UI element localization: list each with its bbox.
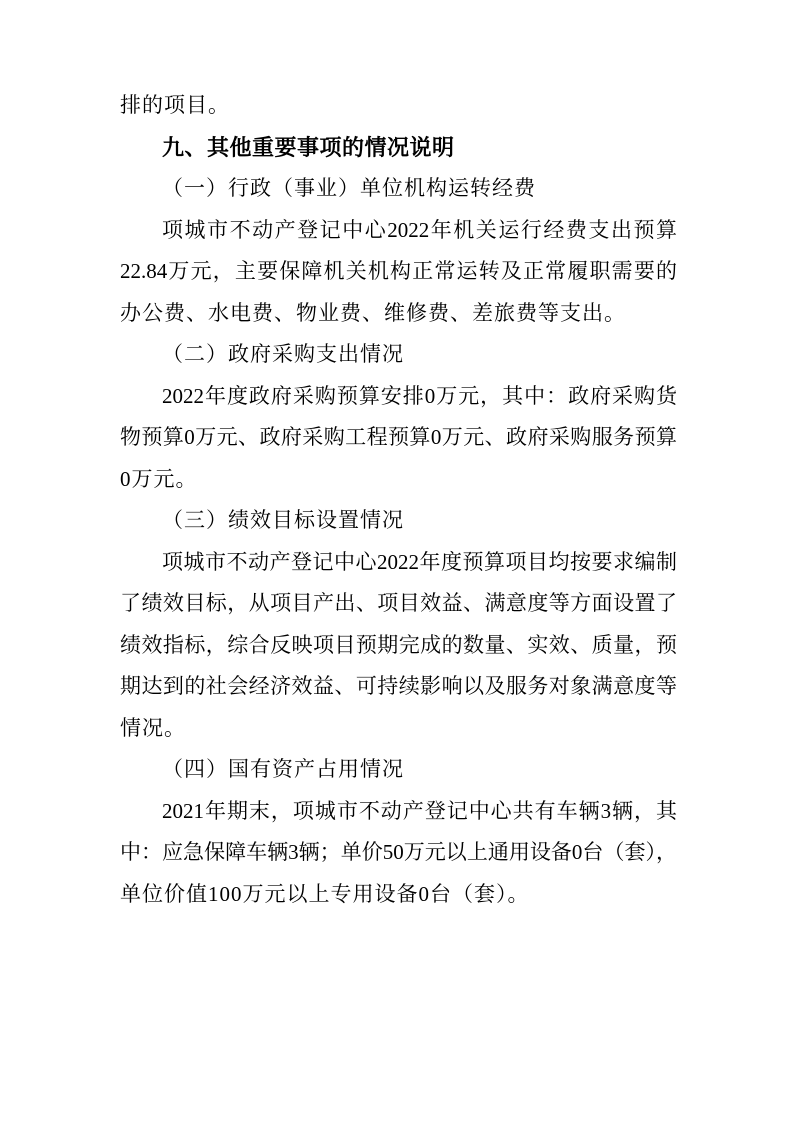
text-line: 排的项目。 [120, 93, 230, 117]
text-line: 0万元。 [120, 466, 198, 491]
text-line: 22.84万元，主要保障机关机构正常运转及正常履职需要的 [120, 259, 677, 283]
text-line: 单位价值100万元以上专用设备0台（套）。 [120, 881, 530, 906]
text-line: 2022年度政府采购预算安排0万元，其中：政府采购货 [162, 383, 677, 408]
text-line: 项城市不动产登记中心2022年度预算项目均按要求编制 [162, 549, 677, 574]
text-line: （三）绩效目标设置情况 [162, 508, 404, 532]
text-line: （二）政府采购支出情况 [162, 342, 404, 366]
document-body [120, 85, 677, 915]
text-line: 项城市不动产登记中心2022年机关运行经费支出预算 [162, 217, 677, 242]
text-line: （一）行政（事业）单位机构运转经费 [162, 176, 536, 200]
text-line: 物预算0万元、政府采购工程预算0万元、政府采购服务预算 [120, 425, 677, 449]
text-line: 绩效指标，综合反映项目预期完成的数量、实效、质量，预 [120, 632, 677, 657]
text-line: 2021年期末，项城市不动产登记中心共有车辆3辆，其 [162, 798, 677, 823]
text-line: 情况。 [120, 715, 186, 740]
text-line: 中：应急保障车辆3辆；单价50万元以上通用设备0台（套）， [120, 840, 677, 864]
section-heading: 九、其他重要事项的情况说明 [162, 134, 455, 160]
text-line: 办公费、水电费、物业费、维修费、差旅费等支出。 [120, 300, 626, 325]
text-line: （四）国有资产占用情况 [162, 757, 404, 781]
text-line: 了绩效目标，从项目产出、项目效益、满意度等方面设置了 [120, 591, 677, 615]
text-line: 期达到的社会经济效益、可持续影响以及服务对象满意度等 [120, 674, 677, 698]
